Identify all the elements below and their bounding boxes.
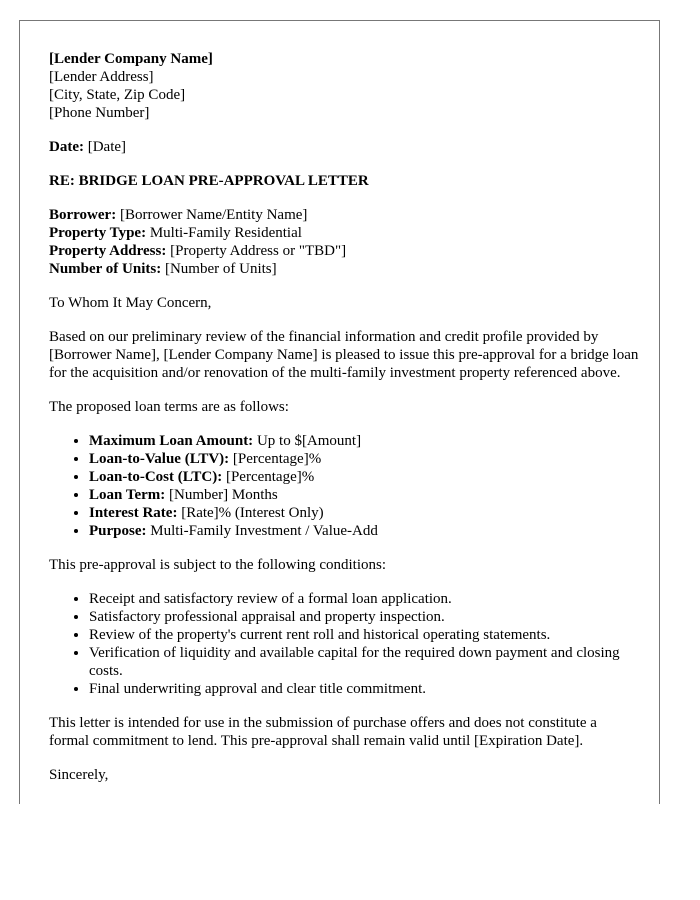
date-label: Date: [49, 139, 84, 155]
salutation: To Whom It May Concern, [49, 295, 212, 311]
list-item: • Final underwriting approval and clear title commitment. [89, 680, 639, 698]
detail-value: [Property Address or "TBD"] [170, 243, 347, 259]
detail-value: Multi-Family Residential [149, 225, 302, 241]
detail-label: Property Address: [49, 243, 167, 259]
conditions-list [49, 590, 639, 698]
lender-phone: [Phone Number] [49, 105, 150, 121]
letter-page [19, 20, 660, 804]
detail-borrower [49, 206, 639, 224]
term-value: Up to $[Amount] [256, 433, 362, 449]
term-label: Loan-to-Cost (LTC): [89, 469, 223, 485]
term-value: [Rate]% (Interest Only) [181, 505, 324, 521]
terms-intro: The proposed loan terms are as follows: [49, 399, 289, 415]
details-block [49, 206, 639, 278]
list-item [89, 432, 639, 450]
term-label: Loan Term: [89, 487, 166, 503]
sign-off: Sincerely, [49, 767, 109, 783]
lender-block [49, 50, 639, 122]
date-value: [Date] [87, 139, 127, 155]
detail-value: [Borrower Name/Entity Name] [119, 207, 308, 223]
intro-paragraph: Based on our preliminary review of the financial information and credit profile provided by [Borrower Name], [Lender Company Name] is pleased to issue this pre-approval for a bridge loan for the acquisition and/or renovation of the multi-family investment property referenced above. [49, 329, 639, 381]
list-item: • Receipt and satisfactory review of a formal loan application. [89, 590, 639, 608]
detail-property-address [49, 242, 639, 260]
term-label: Loan-to-Value (LTV): [89, 451, 230, 467]
term-value: Multi-Family Investment / Value-Add [150, 523, 378, 539]
lender-company-name: [Lender Company Name] [49, 51, 213, 67]
list-item: • Satisfactory professional appraisal and property inspection. [89, 608, 639, 626]
closing-paragraph: This letter is intended for use in the submission of purchase offers and does not constitute a formal commitment to lend. This pre-approval shall remain valid until [Expiration Date]. [49, 715, 597, 749]
list-item [89, 486, 639, 504]
detail-property-type [49, 224, 639, 242]
list-item [89, 450, 639, 468]
list-item [89, 504, 639, 522]
lender-address: [Lender Address] [49, 69, 154, 85]
subject-line: RE: BRIDGE LOAN PRE-APPROVAL LETTER [49, 173, 369, 189]
detail-label: Property Type: [49, 225, 147, 241]
letter-content [49, 50, 639, 784]
date-line [49, 138, 639, 156]
detail-label: Borrower: [49, 207, 117, 223]
terms-list [49, 432, 639, 540]
term-label: Purpose: [89, 523, 147, 539]
detail-value: [Number of Units] [164, 261, 277, 277]
term-value: [Number] Months [169, 487, 278, 503]
term-label: Maximum Loan Amount: [89, 433, 254, 449]
detail-number-of-units [49, 260, 639, 278]
list-item [89, 522, 639, 540]
list-item [89, 468, 639, 486]
term-label: Interest Rate: [89, 505, 178, 521]
detail-label: Number of Units: [49, 261, 162, 277]
list-item: • Verification of liquidity and available capital for the required down payment and closing costs. [89, 644, 639, 680]
conditions-intro: This pre-approval is subject to the following conditions: [49, 557, 387, 573]
term-value: [Percentage]% [225, 469, 315, 485]
list-item: • Review of the property's current rent roll and historical operating statements. [89, 626, 639, 644]
lender-city-state-zip: [City, State, Zip Code] [49, 87, 186, 103]
term-value: [Percentage]% [232, 451, 322, 467]
